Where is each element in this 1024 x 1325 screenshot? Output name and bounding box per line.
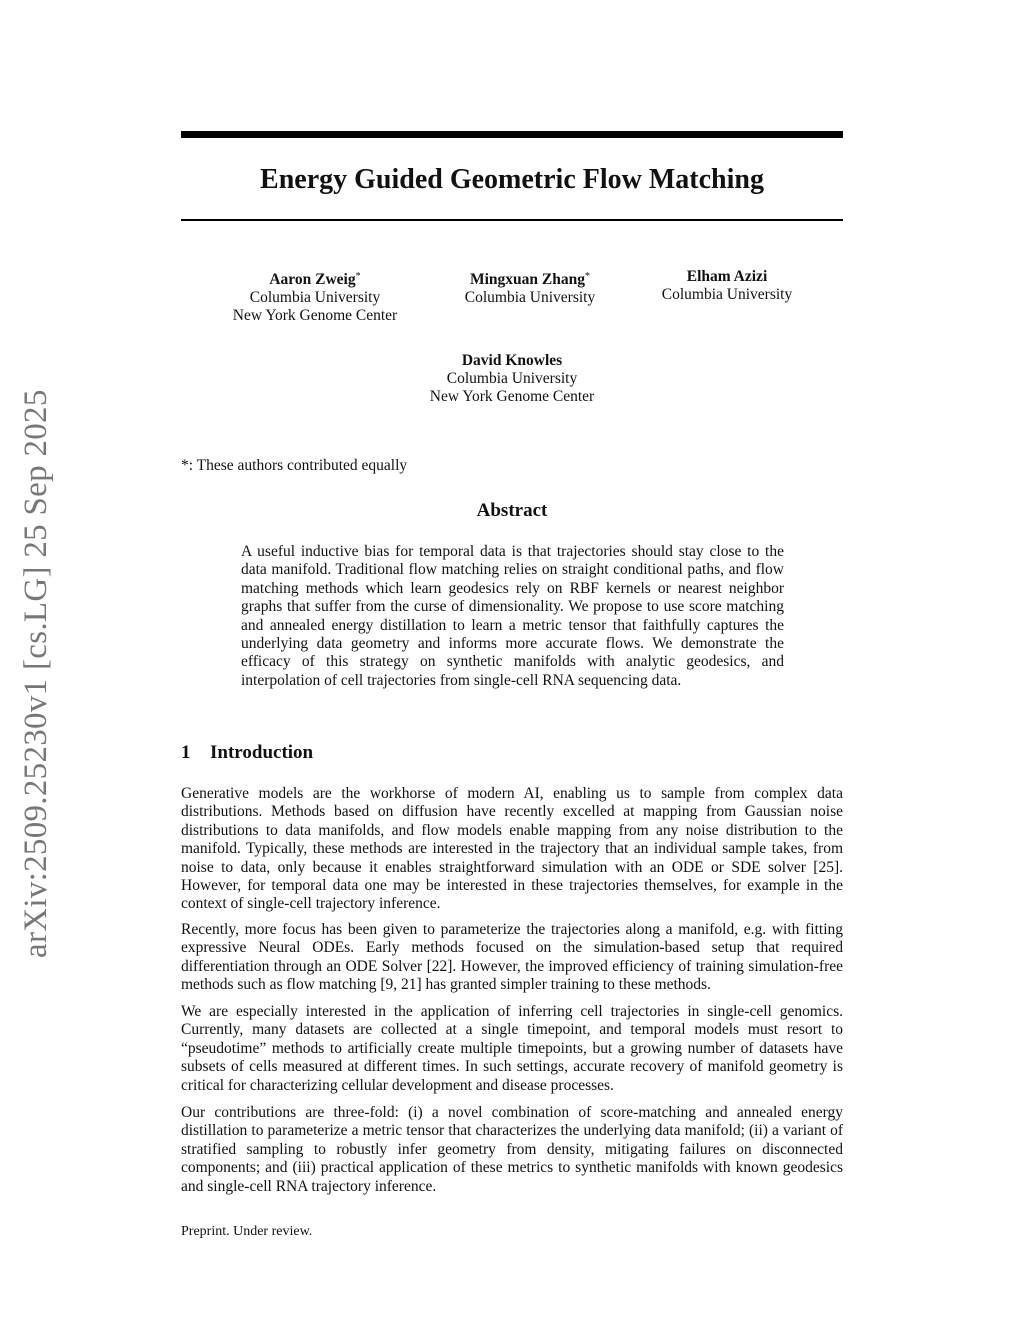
equal-contribution-mark: * [355,271,361,282]
author-block [412,352,612,406]
abstract-heading: Abstract [476,500,548,521]
author-name: Elham Azizi [686,268,768,285]
abstract-text: A useful inductive bias for temporal data is that trajectories should stay close to the data manifold. Traditional flow matching relies on straight conditional paths, and flow matching methods which learn geodesics rely on RBF kernels or nearest neighbor graphs that suffer from the curse of dimensionality. We propose to use score matching and annealed energy distillation to learn a metric tensor that faithfully captures the underlying data geometry and informs more accurate flows. We demonstrate the efficacy of this strategy on synthetic manifolds with analytic geodesics, and interpolation of cell trajectories from single-cell RNA sequencing data. [241,543,784,689]
author-affiliation: Columbia University [464,289,596,306]
author-block [430,268,630,307]
equal-contribution-note: *: These authors contributed equally [181,457,408,474]
author-block [215,268,415,325]
author-affiliation: Columbia University [446,370,578,387]
section-number: 1 [181,742,191,763]
arxiv-identifier-stamp: arXiv:2509.25230v1 [cs.LG] 25 Sep 2025 [18,389,54,958]
author-name: Aaron Zweig* [269,271,361,288]
title-top-rule [181,131,843,138]
author-affiliation: Columbia University [249,289,381,306]
title-bottom-rule [181,219,843,221]
author-block [627,268,827,304]
preprint-footer: Preprint. Under review. [181,1224,313,1239]
author-name: David Knowles [461,352,563,369]
section-heading-introduction [181,742,313,764]
body-paragraph: We are especially interested in the application of inferring cell trajectories in single-cell genomics. Currently, many datasets are collected at a single timepoint, and temporal models must resort to “pseudotime” methods to artificially create multiple timepoints, but a growing number of datasets have subsets of cells measured at different times. In such settings, accurate recovery of manifold geometry is critical for characterizing cellular development and disease processes. [181,1003,843,1094]
author-affiliation: New York Genome Center [429,388,595,405]
author-name: Mingxuan Zhang* [469,271,590,288]
author-affiliation: New York Genome Center [232,307,398,324]
body-paragraph: Recently, more focus has been given to parameterize the trajectories along a manifold, e.g. with fitting expressive Neural ODEs. Early methods focused on the simulation-based setup that required differentiation through an ODE Solver [22]. However, the improved efficiency of training simulation-free methods such as flow matching [9, 21] has granted simpler training to these methods. [181,921,843,994]
equal-contribution-mark: * [585,271,590,282]
author-affiliation: Columbia University [661,286,793,303]
paper-title: Energy Guided Geometric Flow Matching [260,164,764,195]
body-paragraph: Generative models are the workhorse of modern AI, enabling us to sample from complex data distributions. Methods based on diffusion have recently excelled at mapping from Gaussian noise distributions to data manifolds, and flow models enable mapping from any noise distribution to the manifold. Typically, these methods are interested in the trajectory that an individual sample takes, from noise to data, only because it enables straightforward simulation with an ODE or SDE solver [25]. However, for temporal data one may be interested in these trajectories themselves, for example in the context of single-cell trajectory inference. [181,785,843,913]
body-paragraph: Our contributions are three-fold: (i) a novel combination of score-matching and annealed energy distillation to parameterize a metric tensor that characterizes the underlying data manifold; (ii) a variant of stratified sampling to robustly infer geometry from density, mitigating failures on disconnected components; and (iii) practical application of these metrics to synthetic manifolds with known geodesics and single-cell RNA trajectory inference. [181,1104,843,1195]
section-title: Introduction [210,742,314,763]
